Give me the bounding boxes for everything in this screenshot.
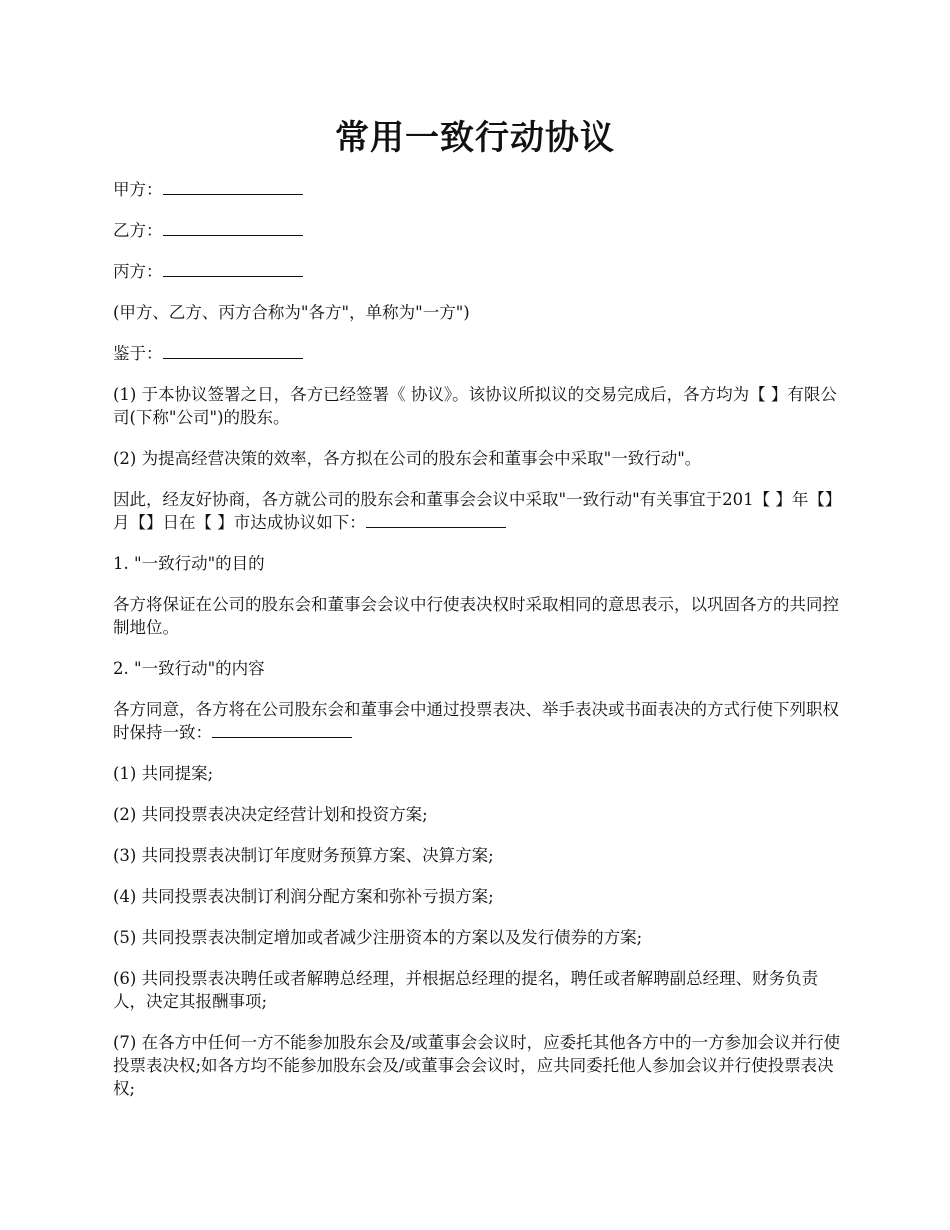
list-item: (4) 共同投票表决制订利润分配方案和弥补亏损方案;: [113, 887, 494, 906]
recital-2: (2) 为提高经营决策的效率，各方拟在公司的股东会和董事会中采取"一致行动"。: [113, 449, 702, 468]
whereas-label: 鉴于：: [113, 344, 163, 363]
section-2-body-blank: [212, 721, 352, 738]
whereas-line: [113, 342, 843, 365]
section-1-body: 各方将保证在公司的股东会和董事会会议中行使表决权时采取相同的意思表示，以巩固各方的共同控制地位。: [113, 595, 839, 637]
list-item: (3) 共同投票表决制订年度财务预算方案、决算方案;: [113, 846, 494, 865]
party-b-line: [113, 219, 843, 242]
party-a-label: 甲方：: [113, 180, 163, 199]
document-title: 常用一致行动协议: [335, 118, 615, 158]
party-c-label: 丙方：: [113, 262, 163, 281]
party-c-blank: [163, 260, 303, 277]
party-a-blank: [163, 178, 303, 195]
agreement-intro-text: 因此，经友好协商，各方就公司的股东会和董事会会议中采取"一致行动"有关事宜于201【 】年【】月【】日在【 】市达成协议如下：: [113, 490, 842, 532]
party-b-blank: [163, 219, 303, 236]
section-2-body-text: 各方同意，各方将在公司股东会和董事会中通过投票表决、举手表决或书面表决的方式行使下列职权时保持一致：: [113, 700, 839, 742]
party-b-label: 乙方：: [113, 221, 163, 240]
list-item: (1) 共同提案;: [113, 764, 214, 783]
list-item: (7) 在各方中任何一方不能参加股东会及/或董事会会议时，应委托其他各方中的一方参加会议并行使投票表决权;如各方均不能参加股东会及/或董事会会议时，应共同委托他人参加会议并行使投票表决权;: [113, 1033, 841, 1098]
agreement-intro-blank: [366, 511, 506, 528]
section-2-heading: 2. "一致行动"的内容: [113, 659, 265, 678]
recital-1: (1) 于本协议签署之日，各方已经签署《 协议》。该协议所拟议的交易完成后，各方均为【 】有限公司(下称"公司")的股东。: [113, 385, 837, 427]
party-a-line: [113, 178, 843, 201]
list-item: (6) 共同投票表决聘任或者解聘总经理，并根据总经理的提名，聘任或者解聘副总经理、财务负责人，决定其报酬事项;: [113, 969, 819, 1011]
list-item: (2) 共同投票表决决定经营计划和投资方案;: [113, 805, 428, 824]
list-item: (5) 共同投票表决制定增加或者减少注册资本的方案以及发行债券的方案;: [113, 928, 643, 947]
section-2-body: [113, 698, 843, 744]
whereas-blank: [163, 342, 303, 359]
document-body: [113, 178, 843, 1118]
section-1-heading: 1. "一致行动"的目的: [113, 554, 265, 573]
agreement-intro: [113, 488, 843, 534]
collective-note: (甲方、乙方、丙方合称为"各方"，单称为"一方"): [113, 303, 470, 322]
party-c-line: [113, 260, 843, 283]
